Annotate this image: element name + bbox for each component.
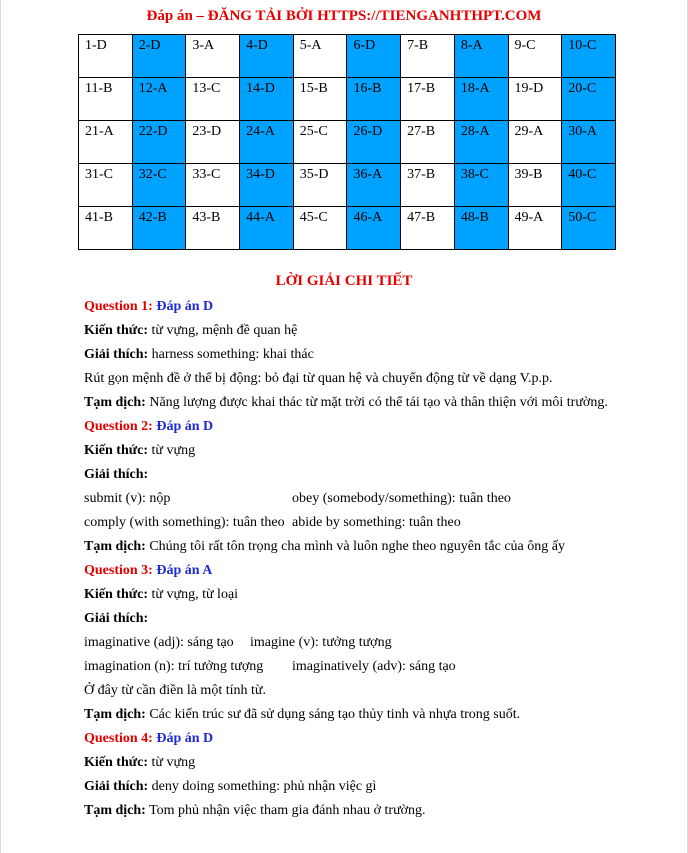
question-label: Question 4: (84, 731, 153, 746)
translation-label: Tạm dịch: (84, 395, 146, 410)
answer-cell: 49-A (508, 207, 562, 250)
answer-cell: 38-C (454, 164, 508, 207)
answer-cell: 5-A (293, 35, 347, 78)
vocab-item: obey (somebody/something): tuân theo (292, 491, 511, 506)
knowledge-line (84, 321, 664, 345)
vocab-item: imaginative (adj): sáng tạo (84, 635, 234, 650)
explanation-line (84, 465, 664, 489)
translation-line (84, 393, 664, 417)
answer-cell: 32-C (132, 164, 186, 207)
answer-cell: 45-C (293, 207, 347, 250)
knowledge-label: Kiến thức: (84, 323, 149, 338)
question-answer: Đáp án D (156, 419, 214, 434)
answer-cell: 13-C (186, 78, 240, 121)
translation-line (84, 801, 664, 825)
answer-cell: 34-D (240, 164, 294, 207)
answer-cell: 20-C (562, 78, 616, 121)
answer-cell: 17-B (401, 78, 455, 121)
explanation-line (84, 609, 664, 633)
translation-label: Tạm dịch: (84, 707, 146, 722)
answer-cell: 29-A (508, 121, 562, 164)
answer-cell: 30-A (562, 121, 616, 164)
answer-cell: 11-B (79, 78, 133, 121)
knowledge-label: Kiến thức: (84, 755, 149, 770)
answer-cell: 31-C (79, 164, 133, 207)
explanation-line (84, 345, 664, 369)
answer-cell: 4-D (240, 35, 294, 78)
answer-row (79, 35, 616, 78)
answer-cell: 36-A (347, 164, 401, 207)
answer-cell: 19-D (508, 78, 562, 121)
note-line: Ở đây từ cần điền là một tính từ. (84, 683, 266, 698)
translation-line (84, 537, 664, 561)
answer-row (79, 207, 616, 250)
knowledge-text: từ vựng (151, 755, 196, 770)
explanation-label: Giải thích: (84, 467, 149, 482)
answer-cell: 42-B (132, 207, 186, 250)
explanation-line (84, 777, 664, 801)
vocab-item: imagination (n): trí tưởng tượng (84, 659, 264, 674)
answer-cell: 8-A (454, 35, 508, 78)
answer-cell: 35-D (293, 164, 347, 207)
knowledge-label: Kiến thức: (84, 587, 149, 602)
answer-cell: 26-D (347, 121, 401, 164)
answer-cell: 16-B (347, 78, 401, 121)
vocab-item: imagine (v): tưởng tượng (250, 635, 392, 650)
question-heading (84, 297, 664, 321)
vocab-row (84, 633, 664, 657)
vocab-row (84, 513, 664, 537)
knowledge-label: Kiến thức: (84, 443, 149, 458)
answer-row (79, 164, 616, 207)
answer-cell: 23-D (186, 121, 240, 164)
question-heading (84, 561, 664, 585)
answer-cell: 43-B (186, 207, 240, 250)
answer-cell: 1-D (79, 35, 133, 78)
answer-cell: 18-A (454, 78, 508, 121)
answer-row (79, 78, 616, 121)
translation-line (84, 705, 664, 729)
question-answer: Đáp án D (156, 731, 214, 746)
question-heading (84, 417, 664, 441)
note-line: Rút gọn mệnh đề ở thể bị động: bỏ đại từ quan hệ và chuyển động từ về dạng V.p.p. (84, 371, 553, 386)
knowledge-line (84, 441, 664, 465)
vocab-item: abide by something: tuân theo (292, 515, 461, 530)
vocab-row (84, 489, 664, 513)
answer-cell: 14-D (240, 78, 294, 121)
explanation-label: Giải thích: (84, 347, 149, 362)
knowledge-text: từ vựng (151, 443, 196, 458)
translation-text: Chúng tôi rất tôn trọng cha mình và luôn nghe theo nguyên tắc của ông ấy (149, 539, 565, 554)
question-label: Question 1: (84, 299, 153, 314)
answer-cell: 3-A (186, 35, 240, 78)
answer-cell: 25-C (293, 121, 347, 164)
question-answer: Đáp án A (156, 563, 213, 578)
explanation-text: harness something: khai thác (151, 347, 314, 362)
knowledge-line (84, 753, 664, 777)
question-answer: Đáp án D (156, 299, 214, 314)
translation-text: Các kiến trúc sư đã sử dụng sáng tạo thủy tinh và nhựa trong suốt. (149, 707, 521, 722)
answer-cell: 33-C (186, 164, 240, 207)
question-label: Question 3: (84, 563, 153, 578)
answer-cell: 40-C (562, 164, 616, 207)
translation-text: Năng lượng được khai thác từ mặt trời có thể tái tạo và thân thiện với môi trường. (149, 395, 608, 410)
answer-cell: 48-B (454, 207, 508, 250)
answer-cell: 46-A (347, 207, 401, 250)
question-heading (84, 729, 664, 753)
answer-key-table (78, 34, 616, 250)
vocab-item: imaginatively (adv): sáng tạo (292, 659, 456, 674)
vocab-item: submit (v): nộp (84, 491, 171, 506)
translation-label: Tạm dịch: (84, 539, 146, 554)
solution-body (84, 297, 664, 825)
answer-cell: 27-B (401, 121, 455, 164)
answer-cell: 7-B (401, 35, 455, 78)
answer-cell: 47-B (401, 207, 455, 250)
section-title: LỜI GIẢI CHI TIẾT (275, 273, 413, 289)
answer-cell: 24-A (240, 121, 294, 164)
translation-label: Tạm dịch: (84, 803, 146, 818)
answer-cell: 41-B (79, 207, 133, 250)
answer-cell: 28-A (454, 121, 508, 164)
translation-text: Tom phủ nhận việc tham gia đánh nhau ở trường. (149, 803, 426, 818)
explanation-label: Giải thích: (84, 611, 149, 626)
answer-cell: 50-C (562, 207, 616, 250)
answer-cell: 15-B (293, 78, 347, 121)
answer-cell: 9-C (508, 35, 562, 78)
page-header: Đáp án – ĐĂNG TẢI BỞI HTTPS://TIENGANHTHPT.COM (146, 8, 542, 24)
answer-row (79, 121, 616, 164)
answer-cell: 39-B (508, 164, 562, 207)
answer-cell: 6-D (347, 35, 401, 78)
answer-cell: 12-A (132, 78, 186, 121)
answer-cell: 44-A (240, 207, 294, 250)
explanation-label: Giải thích: (84, 779, 149, 794)
answer-cell: 22-D (132, 121, 186, 164)
answer-cell: 37-B (401, 164, 455, 207)
knowledge-text: từ vựng, từ loại (151, 587, 239, 602)
knowledge-line (84, 585, 664, 609)
question-label: Question 2: (84, 419, 153, 434)
answer-cell: 21-A (79, 121, 133, 164)
knowledge-text: từ vựng, mệnh đề quan hệ (151, 323, 298, 338)
vocab-item: comply (with something): tuân theo (84, 515, 285, 530)
answer-cell: 2-D (132, 35, 186, 78)
vocab-row (84, 657, 664, 681)
answer-cell: 10-C (562, 35, 616, 78)
explanation-text: deny doing something: phủ nhận việc gì (151, 779, 377, 794)
